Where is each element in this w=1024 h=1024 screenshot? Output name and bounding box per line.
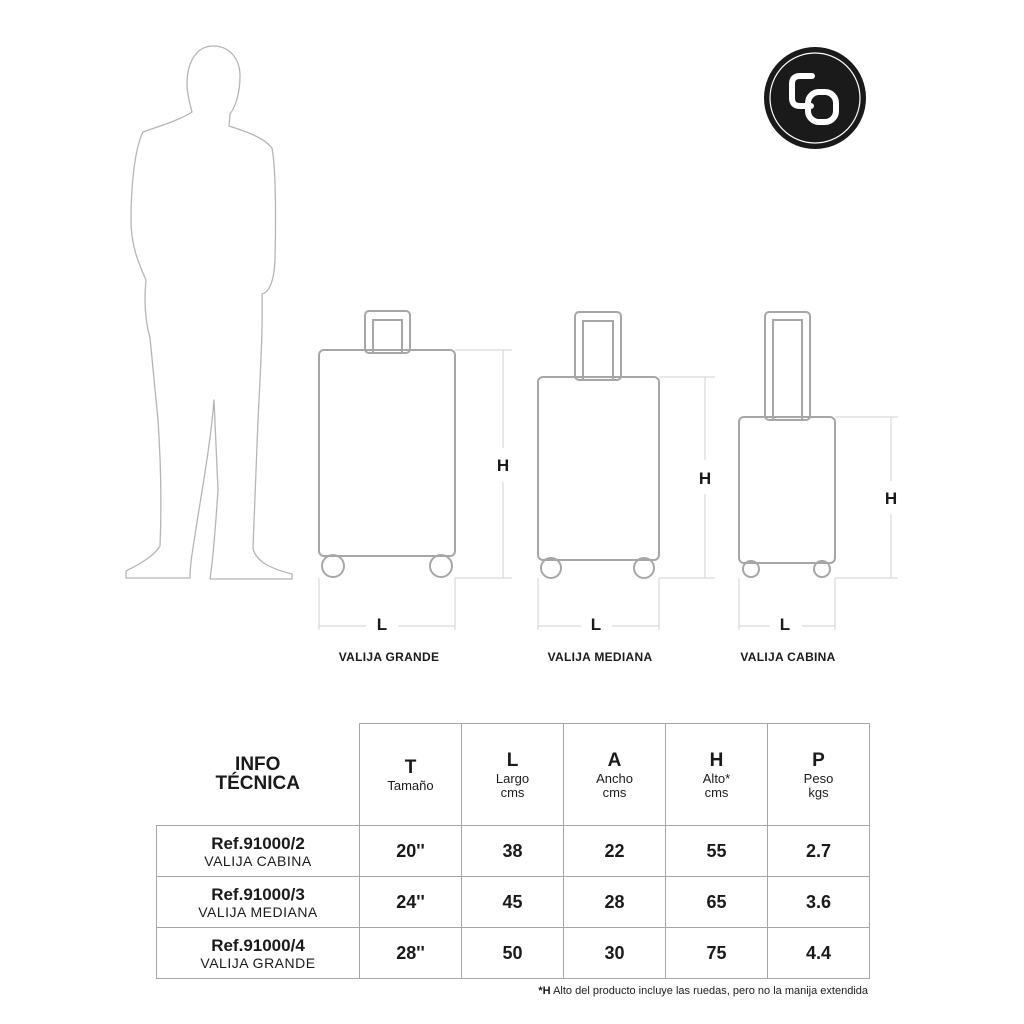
grande-height-label: H [496, 456, 510, 475]
value-text: 45 [502, 891, 523, 912]
value-cell [360, 877, 462, 928]
table-row [157, 928, 870, 979]
value-cell [768, 877, 870, 928]
caption-valija-grande: VALIJA GRANDE [338, 650, 440, 664]
column-header-h [666, 724, 768, 826]
value-text: 65 [706, 891, 727, 912]
column-header-l [462, 724, 564, 826]
value-cell [360, 826, 462, 877]
suitcase-cabina-body [739, 417, 835, 563]
value-text: 55 [706, 840, 727, 861]
suitcase-grande-body [319, 350, 455, 556]
column-sub: Largo [495, 770, 530, 786]
ref-code: Ref.91000/4 [211, 935, 305, 955]
value-text: 28'' [396, 942, 425, 963]
ref-cell [157, 826, 360, 877]
value-text: 4.4 [805, 942, 832, 963]
value-cell [666, 826, 768, 877]
column-sub: Alto* [702, 770, 731, 786]
suitcase-mediana-body [538, 377, 659, 560]
suitcase-grande-handle-inner [373, 320, 402, 353]
value-cell [360, 928, 462, 979]
value-text: 38 [502, 840, 523, 861]
value-cell [564, 826, 666, 877]
suitcase-grande [319, 311, 455, 577]
value-cell [462, 826, 564, 877]
technical-specs-table [156, 723, 870, 979]
value-text: 20'' [396, 840, 425, 861]
value-text: 28 [604, 891, 625, 912]
column-letter: H [709, 749, 724, 771]
suitcase-mediana-handle [575, 312, 621, 380]
suitcase-grande-wheel-left [322, 555, 344, 577]
value-cell [462, 928, 564, 979]
value-cell [666, 877, 768, 928]
value-text: 30 [604, 942, 625, 963]
ref-cell [157, 928, 360, 979]
caption-valija-cabina: VALIJA CABINA [740, 650, 836, 664]
ref-name: VALIJA CABINA [204, 852, 312, 869]
table-row [157, 826, 870, 877]
value-cell [666, 928, 768, 979]
cabina-height-label: H [884, 489, 898, 508]
value-cell [564, 928, 666, 979]
value-text: 2.7 [805, 840, 832, 861]
suitcase-mediana-handle-inner [583, 321, 613, 380]
suitcase-mediana [538, 312, 659, 578]
value-cell [564, 877, 666, 928]
column-letter: A [607, 749, 622, 771]
table-header-row [157, 724, 870, 826]
value-text: 22 [604, 840, 625, 861]
table-row [157, 877, 870, 928]
value-cell [768, 928, 870, 979]
suitcase-cabina [739, 312, 835, 577]
column-sub: Tamaño [387, 777, 434, 793]
suitcase-cabina-handle-inner [773, 320, 802, 420]
suitcase-cabina-handle [765, 312, 810, 420]
footnote-text: Alto del producto incluye las ruedas, pero no la manija extendida [550, 985, 868, 997]
suitcase-grande-handle [365, 311, 410, 353]
column-sub: cms [500, 784, 525, 800]
person-silhouette [126, 46, 292, 579]
suitcase-grande-wheel-right [430, 555, 452, 577]
mediana-width-label: L [590, 615, 602, 634]
value-text: 75 [706, 942, 727, 963]
column-letter: T [404, 756, 417, 778]
column-sub: cms [602, 784, 627, 800]
column-sub: Peso [803, 770, 834, 786]
value-text: 24'' [396, 891, 425, 912]
table-title-line1: INFO [235, 754, 281, 776]
column-sub: Ancho [596, 770, 633, 786]
table-title-line2: TÉCNICA [215, 773, 300, 795]
mediana-height-label: H [698, 469, 712, 488]
value-cell [462, 877, 564, 928]
ref-name: VALIJA MEDIANA [198, 903, 318, 920]
caption-valija-mediana: VALIJA MEDIANA [547, 650, 653, 664]
column-header-t [360, 724, 462, 826]
value-cell [768, 826, 870, 877]
co-monogram-logo [764, 47, 866, 149]
ref-code: Ref.91000/2 [211, 833, 305, 853]
cabina-width-label: L [779, 615, 791, 634]
table-title-cell [157, 724, 360, 826]
footnote [538, 985, 868, 997]
ref-code: Ref.91000/3 [211, 884, 305, 904]
column-sub: cms [704, 784, 729, 800]
column-letter: L [506, 749, 519, 771]
ref-name: VALIJA GRANDE [200, 954, 316, 971]
column-header-a [564, 724, 666, 826]
column-header-p [768, 724, 870, 826]
grande-width-label: L [376, 615, 388, 634]
value-text: 3.6 [805, 891, 832, 912]
column-letter: P [812, 749, 825, 771]
footnote-mark: *H [538, 985, 551, 997]
column-sub: kgs [808, 784, 829, 800]
value-text: 50 [502, 942, 523, 963]
ref-cell [157, 877, 360, 928]
